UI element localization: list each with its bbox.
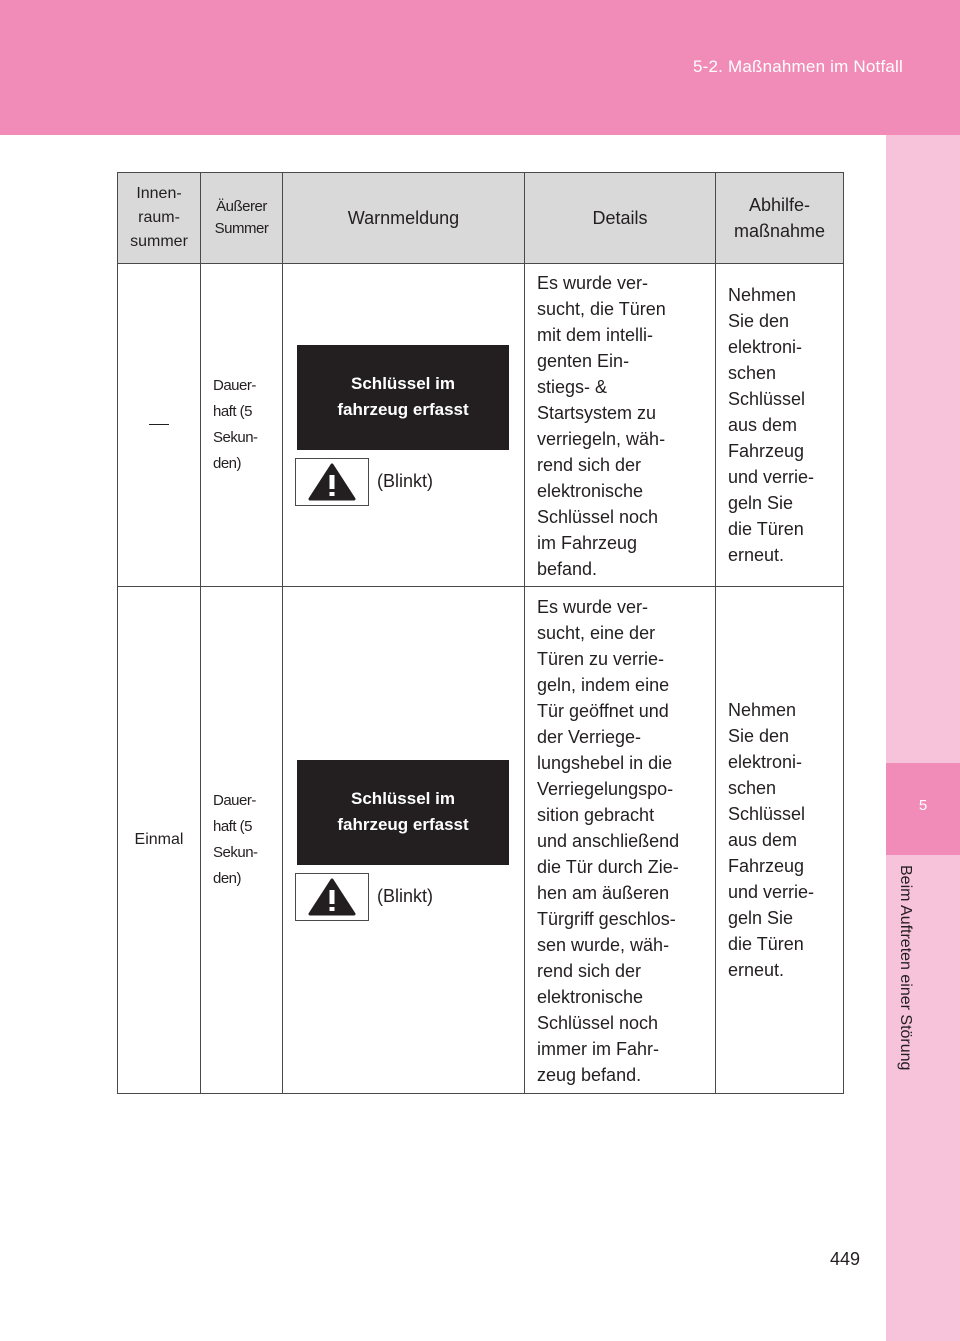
warning-triangle-icon (308, 878, 356, 916)
blink-label: (Blinkt) (377, 471, 434, 491)
watermark: carmanualsonline.info (628, 1306, 887, 1333)
table-row (118, 264, 844, 587)
inner-buzzer-cell (118, 264, 201, 587)
warning-light (295, 458, 369, 506)
page-header (0, 0, 960, 135)
action-cell: Nehmen Sie den elektroni- schen Schlüssel aus dem Fahrzeug und verrie- geln Sie die Türen erneut. (716, 264, 844, 587)
header-outer-buzzer: Äußerer Summer (201, 173, 283, 264)
action-cell: Nehmen Sie den elektroni- schen Schlüssel aus dem Fahrzeug und verrie- geln Sie die Türen erneut. (716, 587, 844, 1094)
header-details: Details (525, 173, 716, 264)
outer-buzzer-cell: Dauer- haft (5 Sekun- den) (201, 264, 283, 587)
table-row (118, 587, 844, 1094)
display-message: Schlüssel im fahrzeug erfasst (337, 789, 469, 834)
outer-buzzer-cell: Dauer- haft (5 Sekun- den) (201, 587, 283, 1094)
table-header-row (118, 173, 844, 264)
warning-message-cell (283, 587, 525, 1094)
details-cell: Es wurde ver- sucht, die Türen mit dem intelli- genten Ein- stiegs- & Startsystem zu verriegeln, wäh- rend sich der elektronische Schlüssel noch im Fahrzeug befand. (525, 264, 716, 587)
multi-info-display (297, 345, 509, 450)
warning-triangle-icon (308, 463, 356, 501)
warning-message-cell (283, 264, 525, 587)
header-action: Abhilfe- maßnahme (716, 173, 844, 264)
header-warning-message: Warnmeldung (283, 173, 525, 264)
no-buzzer-dash (149, 424, 169, 425)
page-number: 449 (830, 1249, 861, 1269)
warning-light-row (295, 873, 524, 921)
header-inner-buzzer: Innen- raum- summer (118, 173, 201, 264)
chapter-number-tab (886, 763, 960, 855)
details-cell: Es wurde ver- sucht, eine der Türen zu verrie- geln, indem eine Tür geöffnet und der Verriege- lungshebel in die Verriegelungspo- sition gebracht und anschließend die Tür durch Zie- hen am äußeren Türgriff geschlos- sen wurde, wäh- rend sich der elektronische Schlüssel noch immer im Fahr- zeug befand. (525, 587, 716, 1094)
display-message: Schlüssel im fahrzeug erfasst (337, 374, 469, 419)
chapter-number: 5 (918, 797, 928, 814)
chapter-side-strip (886, 135, 960, 1341)
warning-light (295, 873, 369, 921)
multi-info-display (297, 760, 509, 865)
inner-buzzer-cell: Einmal (118, 587, 201, 1094)
section-title: 5-2. Maßnahmen im Notfall (692, 57, 903, 76)
warning-table (117, 172, 844, 1094)
blink-label: (Blinkt) (377, 886, 434, 906)
chapter-title: Beim Auftreten einer Störung (897, 865, 914, 1071)
warning-light-row (295, 458, 524, 506)
